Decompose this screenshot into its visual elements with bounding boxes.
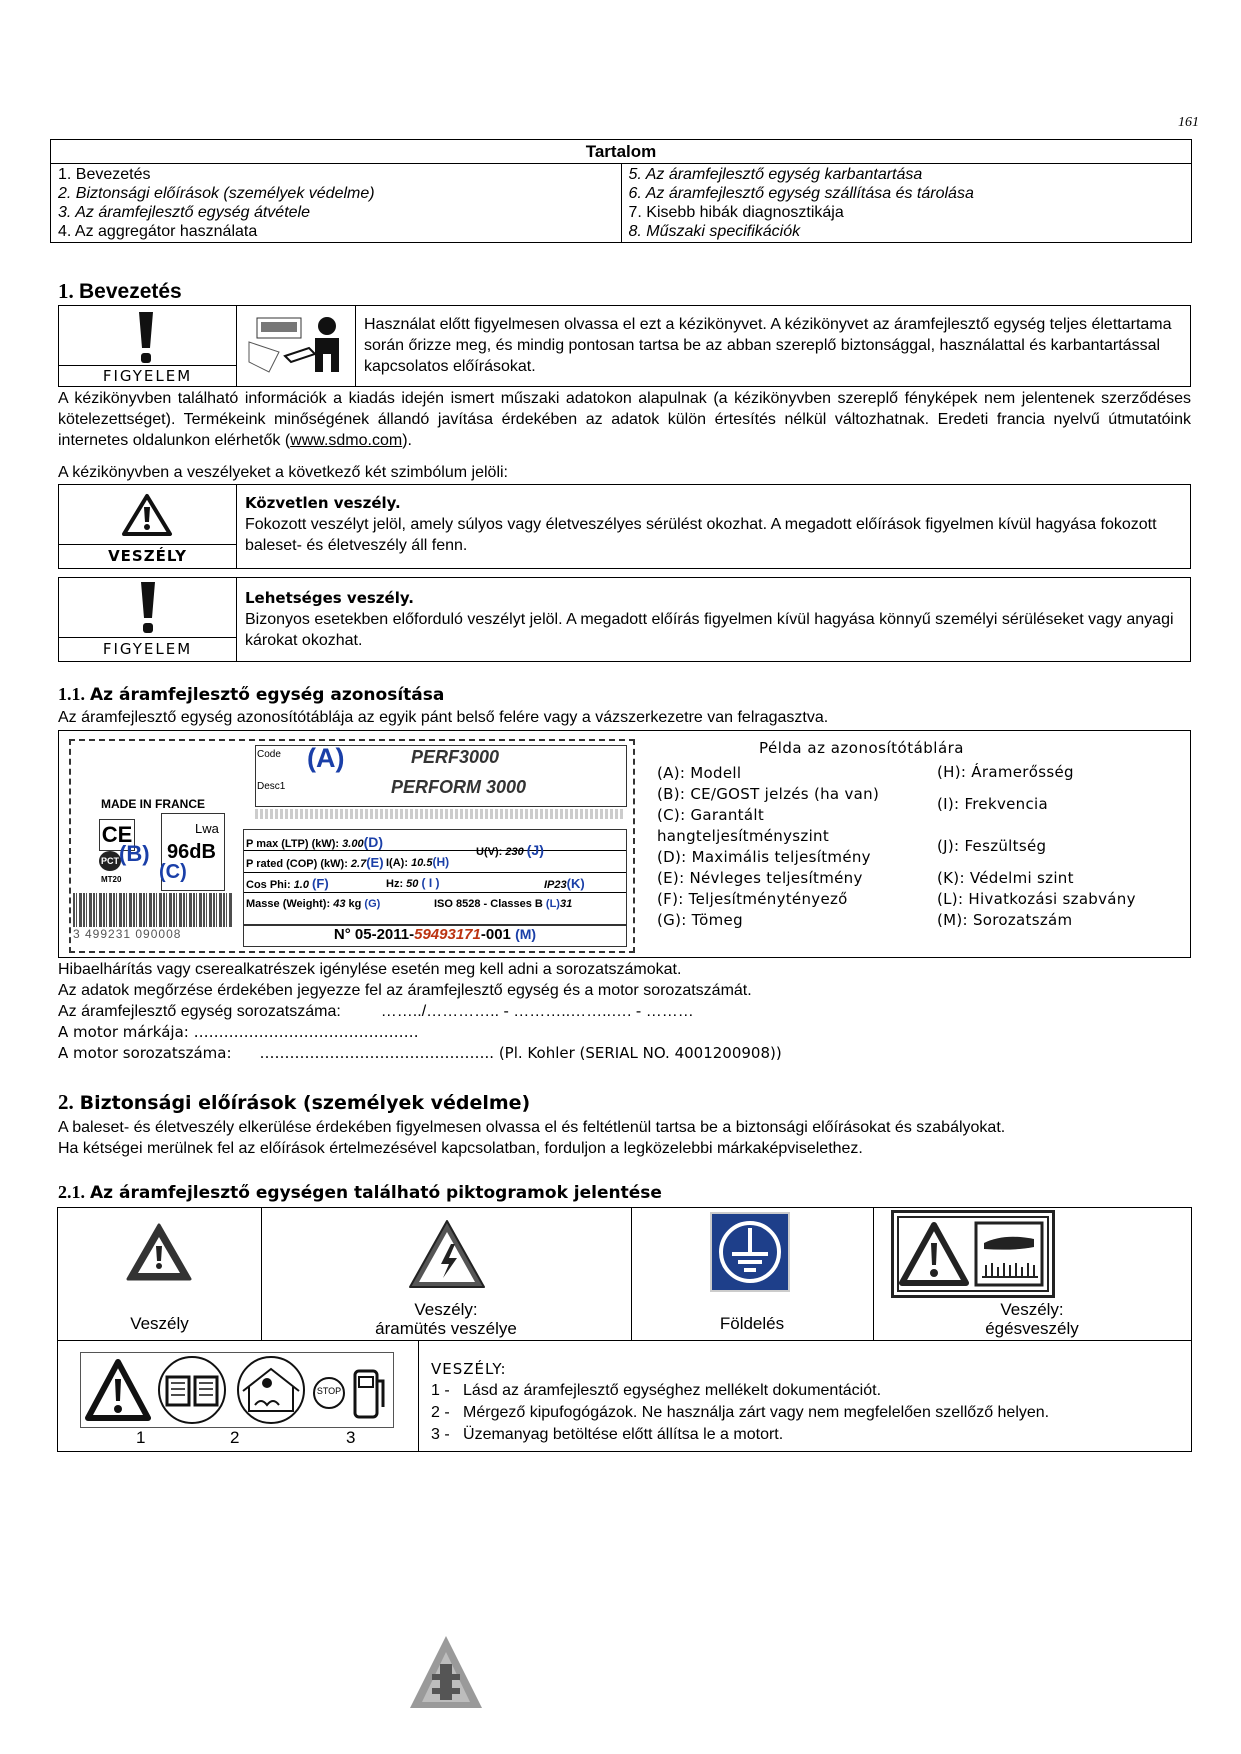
barcode (73, 893, 233, 927)
warning-label: FIGYELEM (102, 367, 193, 385)
section-1-heading: 1. Bevezetés (58, 279, 182, 303)
manual-book-icon (153, 1355, 231, 1425)
exclamation-icon (133, 580, 163, 636)
legend-item: (G): Tömeg (657, 911, 743, 929)
legend-item: (E): Névleges teljesítmény (657, 869, 863, 887)
toc-right (621, 164, 1192, 243)
legend-item: (D): Maximális teljesítmény (657, 848, 871, 866)
ground-icon (710, 1212, 790, 1292)
page-number: 161 (1178, 115, 1199, 130)
danger-description (245, 493, 1185, 556)
warning-box (58, 305, 1191, 387)
symbols-intro: A kézikönyvben a veszélyeket a következő két szimbólum jelöli: (58, 464, 508, 481)
section-2-heading: 2. Biztonsági előírások (személyek védelme) (58, 1090, 531, 1114)
legend-item: (J): Feszültség (937, 837, 1047, 855)
legend-item: (H): Áramerősség (937, 763, 1074, 781)
legend-title: Példa az azonosítótáblára (759, 739, 965, 757)
danger-title: Közvetlen veszély. (245, 494, 401, 512)
legend-item-1: 1 - Lásd az áramfejlesztő egységhez mellékelt dokumentációt. (431, 1382, 882, 1399)
legend-left (657, 763, 897, 931)
caution-text: Bizonyos esetekben előforduló veszélyt jelöl. A megadott előírás figyelmen kívül hagyása könnyű személyi sérüléseket vagy anyagi károkat okozhat. (245, 611, 1174, 649)
plate-specs: P max (LTP) (kW): 3.00(D) P rated (COP) (kW): 2.7(E) I(A): 10.5(H) U(V): 230 (J) Cos Phi: 1.0 (F) Hz: 50 ( I ) IP23(K) Masse (Weight): 43 kg (G) ISO 8528 - Classes B (L)31 (243, 829, 627, 925)
caution-box (58, 577, 1191, 662)
caution-label: FIGYELEM (102, 640, 193, 658)
combined-warning-pictogram (80, 1352, 394, 1428)
danger-triangle-icon (121, 493, 173, 537)
electric-shock-icon (407, 1218, 487, 1290)
toc-item: 4. Az aggregátor használata (58, 223, 258, 240)
danger-label: VESZÉLY (108, 547, 187, 565)
picto-shock-label: Veszély: áramütés veszélye (375, 1300, 517, 1338)
toc-item: 1. Bevezetés (58, 166, 151, 183)
footer-logo-icon (406, 1632, 486, 1712)
danger-triangle-icon (85, 1359, 151, 1421)
legend-item: (F): Teljesítménytényező (657, 890, 848, 908)
danger-triangle-icon (125, 1222, 193, 1282)
burn-hazard-icon (891, 1210, 1055, 1298)
id-plate-image: Code (A) PERF3000 Desc1 PERFORM 3000 MADE IN FRANCE CE PCT (B) MT20 Lwa 96dB (C) P max (LTP) (kW): 3.00(D) P rated (COP) (kW): 2.7(E) I(A): 10.5(H) U(V): 230 (J) Cos Phi: 1.0 (F) Hz: 50 ( I ) IP23(K) Masse (Weight): 43 kg (G) ISO 8528 - Classes B (L)31 3 499231 090008 N° 05-2011-59493171-001 (M) (69, 739, 635, 953)
picto-burn-label: Veszély: égésveszély (985, 1300, 1079, 1338)
legend-item: (C): Garantált hangteljesítményszint (657, 806, 830, 845)
danger-box (58, 484, 1191, 569)
made-in-france: MADE IN FRANCE (101, 797, 205, 811)
picto-ground-label: Földelés (719, 1314, 785, 1333)
toxic-fumes-icon (233, 1355, 309, 1425)
toc-item: 6. Az áramfejlesztő egység szállítása és tárolása (628, 185, 974, 202)
legend-item-3: 3 - Üzemanyag betöltése előtt állítsa le a motort. (431, 1426, 784, 1443)
warning-text: Használat előtt figyelmesen olvassa el ezt a kézikönyvet. A kézikönyvet az áramfejlesztő egység teljes élettartama során őrizze meg, és mindig pontosan tartsa be az abban szereplő biztonsággal, használattal és karbantartással kapcsolatos előírásokat. (364, 316, 1172, 375)
toc-item: 2. Biztonsági előírások (személyek védelme) (58, 185, 375, 202)
legend-item: (A): Modell (657, 764, 742, 782)
combined-legend (431, 1358, 1181, 1446)
legend-item: (L): Hivatkozási szabvány (937, 890, 1136, 908)
danger-text: Fokozott veszélyt jelöl, amely súlyos vagy életveszélyes sérülést okozhat. A megadott előírások figyelmen kívül hagyása fokozott baleset- és életveszély áll fenn. (245, 516, 1157, 554)
picto-danger-label: Veszély (130, 1314, 189, 1333)
plate-letter-a: (A) (307, 743, 345, 773)
toc-table (50, 139, 1192, 243)
toc-item: 5. Az áramfejlesztő egység karbantartása (628, 166, 923, 183)
motor-serial-blank: ……………………………………….. (Pl. Kohler (SERIAL NO. 4001200908)) (259, 1044, 782, 1062)
caution-description (245, 588, 1185, 651)
info-paragraph: A kézikönyvben található információk a kiadás idején ismert műszaki adatokon alapulnak (a kézikönyvben szereplő fényképek nem jelentenek szerződéses kötelezettséget). Termékeink minőségének állandó javítása érdekében az adatok külön értesítés nélkül változhatnak. Eredeti francia nyelvű útmutatóink internetes oldalunkon elérhetők (www.sdmo.com). (58, 390, 1191, 449)
stop-label: STOP (316, 1386, 342, 1396)
sdmo-link[interactable]: www.sdmo.com (290, 432, 403, 449)
exclamation-icon (131, 310, 161, 366)
picto-number-1: 1 (136, 1428, 146, 1447)
section-2-text: A baleset- és életveszély elkerülése érdekében figyelmesen olvassa el és feltétlenül tartsa be a biztonsági előírásokat és szabályokat. Ha kétségei merülnek fel az előírások értelmezésével kapcsolatban, forduljon a legközelebbi márkaképviselethez. (58, 1119, 1006, 1157)
legend-item: (M): Sorozatszám (937, 911, 1073, 929)
section-2-1-heading: 2.1. Az áramfejlesztő egységen található piktogramok jelentése (58, 1182, 662, 1203)
serial-number-line: N° 05-2011-59493171-001 (M) (243, 925, 627, 947)
reading-manual-icon (245, 312, 349, 382)
caution-title: Lehetséges veszély. (245, 589, 414, 607)
ce-mark-icon: CE (99, 819, 135, 851)
legend-item: (I): Frekvencia (937, 795, 1048, 813)
picto-number-3: 3 (346, 1428, 356, 1447)
plate-letter-b: (B) (119, 841, 150, 866)
section-1-1-heading: 1.1. Az áramfejlesztő egység azonosítása (58, 684, 445, 705)
toc-title: Tartalom (51, 140, 1192, 164)
legend-item: (K): Védelmi szint (937, 869, 1074, 887)
picto-number-2: 2 (230, 1428, 240, 1447)
toc-left (51, 164, 622, 243)
motor-brand-blank: ……………………………………… (193, 1023, 419, 1041)
legend-item: (B): CE/GOST jelzés (ha van) (657, 785, 880, 803)
serial-notes: Hibaelhárítás vagy cserealkatrészek igénylése esetén meg kell adni a sorozatszámokat. Az adatok megőrzése érdekében jegyezze fel az áramfejlesztő egység és a motor sorozatszámát. Az áramfejlesztő egység sorozatszáma: ……../………….. - ………..……..…. - ……… A motor márkája: ……………………………………… A motor sorozatszáma: ……………………………………….. (Pl. Kohler (SERIAL NO. 4001200908)) (58, 961, 782, 1062)
toc-item: 3. Az áramfejlesztő egység átvétele (58, 204, 310, 221)
id-plate-box (58, 730, 1191, 958)
plate-intro: Az áramfejlesztő egység azonosítótáblája az egyik pánt belső felére vagy a vázszerkezetre van felragasztva. (58, 709, 829, 726)
pictogram-table (57, 1207, 1192, 1452)
plate-letter-c: (C) (159, 861, 187, 883)
toc-item: 7. Kisebb hibák diagnosztikája (628, 204, 844, 221)
generator-serial-blank: ……../………….. - ………..……..…. - ……… (380, 1003, 694, 1020)
toc-item: 8. Műszaki specifikációk (628, 223, 801, 240)
pct-mark-icon: PCT (99, 851, 121, 871)
legend-item-2: 2 - Mérgező kipufogógázok. Ne használja zárt vagy nem megfelelően szellőző helyen. (431, 1404, 1050, 1421)
danger-heading: VESZÉLY: (431, 1360, 507, 1378)
